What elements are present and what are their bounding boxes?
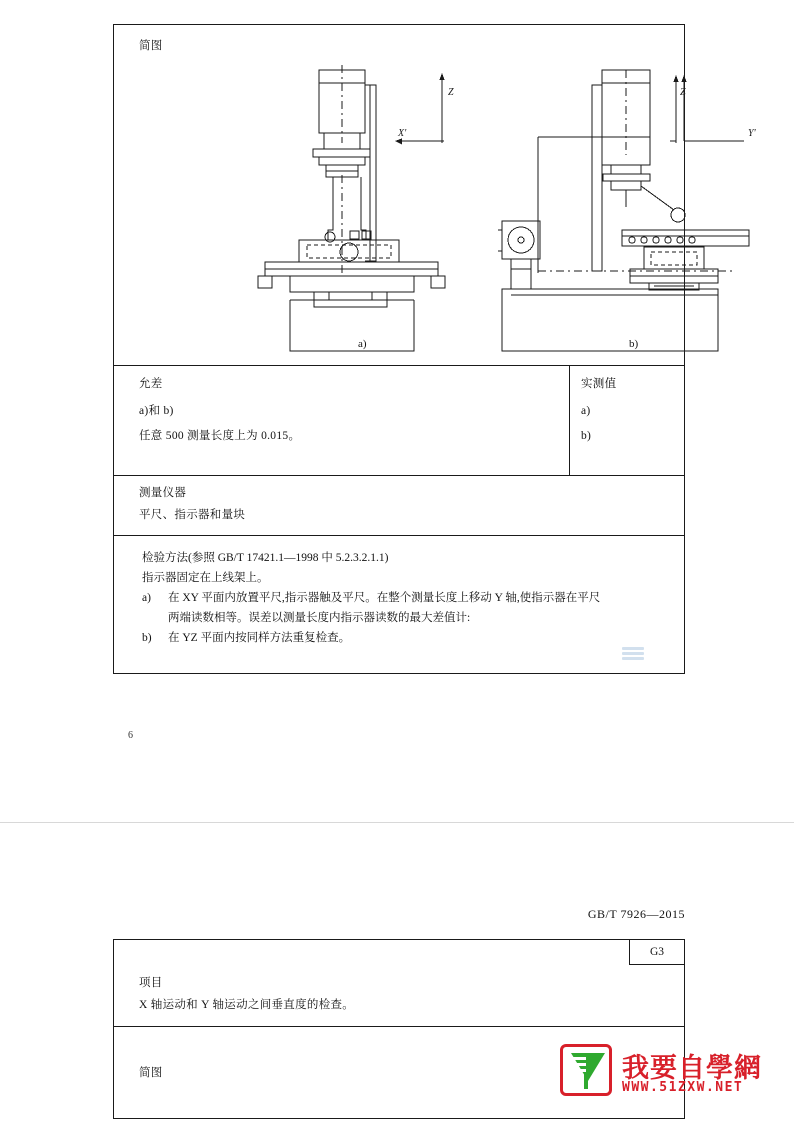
divider-allowance-vertical [569, 365, 570, 475]
divider-allowance [114, 365, 684, 366]
instrument-title: 测量仪器 [139, 487, 187, 499]
allowance-title: 允差 [139, 378, 163, 390]
site-logo [560, 1044, 776, 1102]
machine-diagram-svg [114, 25, 756, 365]
method-item-a-line-2: 两端读数相等。误差以测量长度内指示器读数的最大差值计: [168, 612, 471, 624]
diagram-label-2: 简图 [139, 1067, 163, 1079]
diagram-cell [114, 25, 756, 365]
logo-name: 我要自學網 [622, 1053, 762, 1084]
measured-line-2: b) [581, 430, 592, 442]
method-item-b-marker: b) [142, 632, 152, 644]
method-item-a-line-1: 在 XY 平面内放置平尺,指示器触及平尺。在整个测量长度上移动 Y 轴,使指示器在平尺 [168, 592, 601, 604]
method-item-a-marker: a) [142, 592, 151, 604]
watermark-icon [622, 647, 644, 663]
logo-url: WWW.51ZXW.NET [622, 1080, 744, 1095]
method-title: 检验方法(参照 GB/T 17421.1—1998 中 5.2.3.2.1.1) [142, 552, 389, 564]
method-item-a [142, 588, 662, 628]
method-line-1: 指示器固定在上线架上。 [142, 572, 269, 584]
svg-text:X': X' [398, 128, 407, 139]
divider-method [114, 535, 684, 536]
method-item-b [142, 628, 662, 648]
svg-text:Z: Z [448, 87, 454, 98]
measured-line-1: a) [581, 405, 591, 417]
diagram-label: 简图 [139, 40, 163, 52]
item-text: X 轴运动和 Y 轴运动之间垂直度的检查。 [139, 999, 355, 1011]
figure-b-caption: b) [629, 338, 639, 350]
inspection-table-g2 [113, 24, 756, 674]
divider-instrument [114, 475, 684, 476]
method-item-b-line-1: 在 YZ 平面内按同样方法重复检查。 [168, 632, 351, 644]
page-number: 6 [128, 730, 133, 741]
standard-code-header: GB/T 7926—2015 [587, 907, 685, 921]
allowance-line-1: a)和 b) [139, 405, 174, 417]
instrument-line-1: 平尺、指示器和量块 [139, 509, 246, 521]
test-code-badge: G3 [629, 939, 685, 965]
figure-a-caption: a) [358, 338, 367, 350]
divider-item [114, 1026, 684, 1027]
measured-title: 实测值 [581, 378, 617, 390]
svg-text:Z: Z [680, 87, 686, 98]
allowance-line-2: 任意 500 测量长度上为 0.015。 [139, 430, 301, 442]
logo-mark-icon [560, 1044, 612, 1096]
svg-text:Y': Y' [748, 128, 756, 139]
method-cell [142, 548, 662, 648]
item-title: 项目 [139, 977, 163, 989]
